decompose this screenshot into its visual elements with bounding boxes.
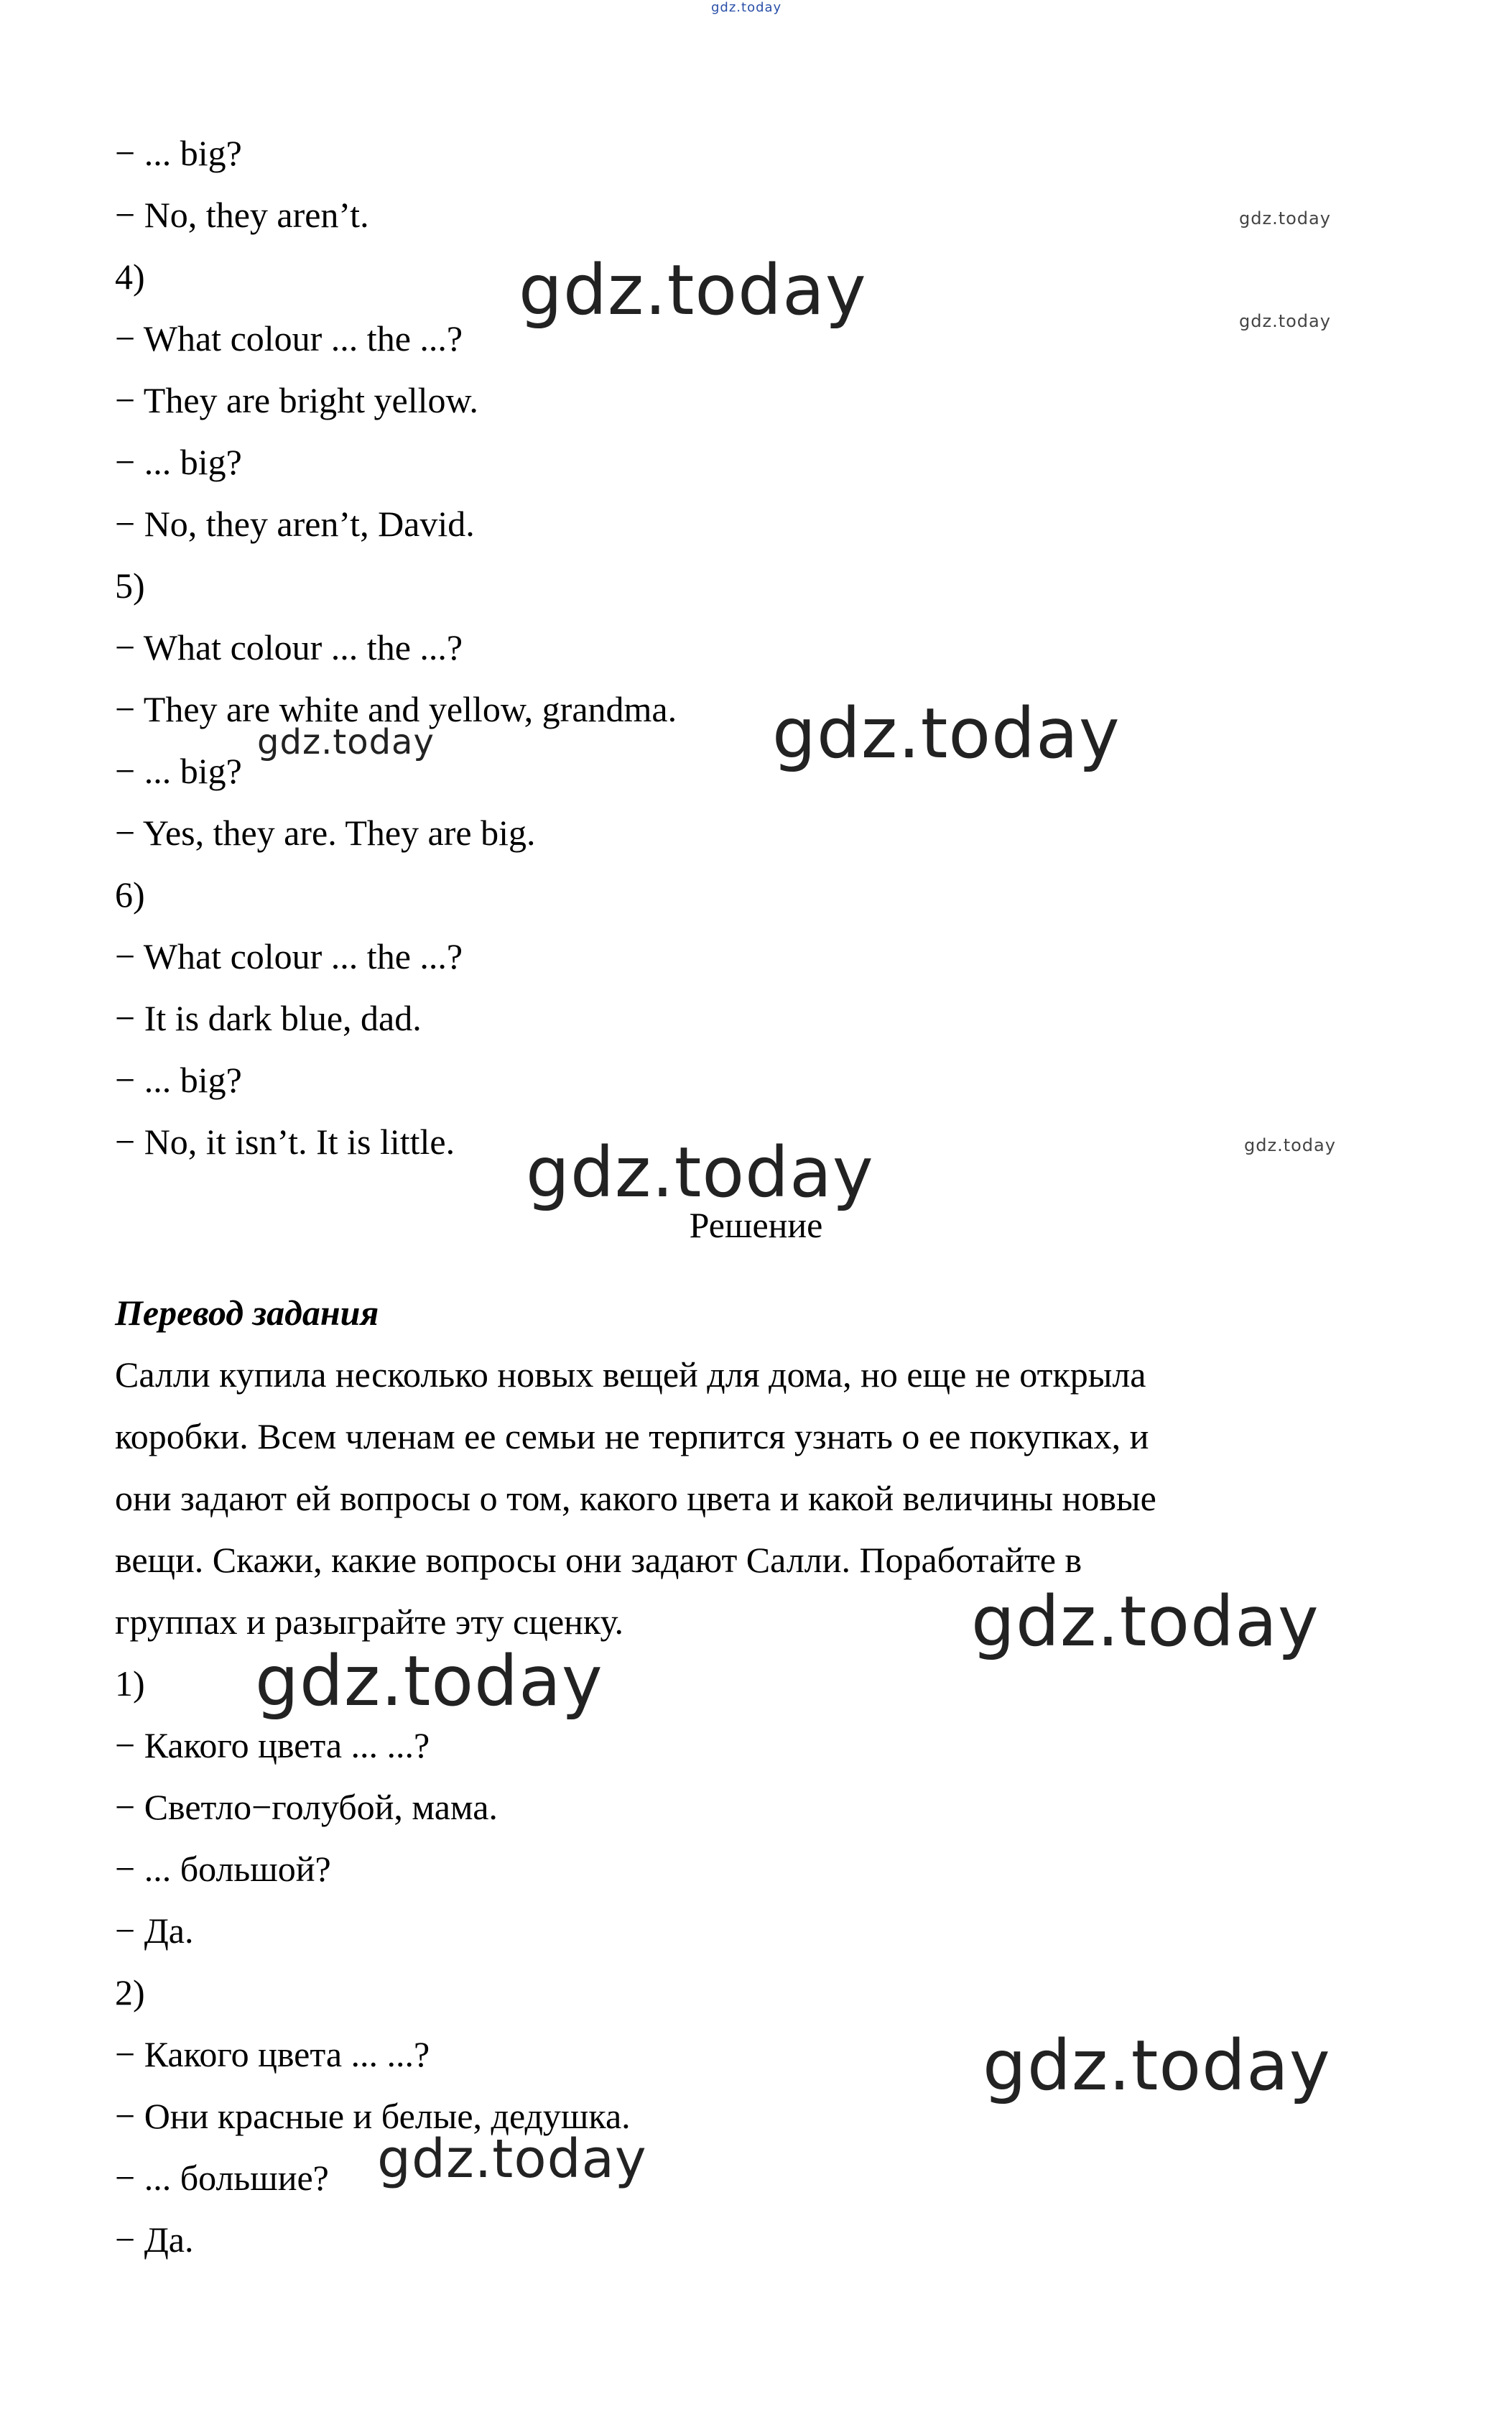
- item-number: 1): [115, 1663, 145, 1704]
- translation-paragraph-line: вещи. Скажи, какие вопросы они задают Салли. Поработайте в: [115, 1540, 1082, 1580]
- watermark-large: gdz.today: [519, 250, 867, 331]
- dialogue-line: − They are white and yellow, grandma.: [115, 689, 677, 729]
- dialogue-line: − No, they aren’t, David.: [115, 504, 475, 544]
- dialogue-line: − What colour ... the ...?: [115, 936, 463, 976]
- item-number: 5): [115, 565, 145, 606]
- translation-paragraph-line: они задают ей вопросы о том, какого цвета и какой величины новые: [115, 1478, 1156, 1518]
- dialogue-line: − What colour ... the ...?: [115, 627, 463, 667]
- dialogue-line: − ... big?: [115, 1060, 242, 1100]
- watermark-large: gdz.today: [526, 1132, 874, 1213]
- dialogue-line: − Да.: [115, 2219, 194, 2260]
- item-number: 4): [115, 257, 145, 297]
- solution-heading: Решение: [689, 1205, 823, 1245]
- dialogue-line: − Какого цвета ... ...?: [115, 1725, 430, 1765]
- dialogue-line: − ... большой?: [115, 1849, 331, 1889]
- dialogue-line: − No, it isn’t. It is little.: [115, 1122, 455, 1162]
- dialogue-line: − They are bright yellow.: [115, 380, 478, 420]
- dialogue-line: − ... big?: [115, 133, 242, 173]
- watermark-large: gdz.today: [971, 1581, 1319, 1662]
- dialogue-line: − No, they aren’t.: [115, 195, 369, 235]
- watermark-medium: gdz.today: [257, 722, 435, 762]
- dialogue-line: − Yes, they are. They are big.: [115, 813, 536, 853]
- watermark-top: gdz.today: [711, 0, 782, 15]
- watermark-large: gdz.today: [255, 1641, 603, 1722]
- dialogue-line: − Светло−голубой, мама.: [115, 1787, 498, 1827]
- dialogue-line: − ... big?: [115, 751, 242, 791]
- dialogue-line: − Какого цвета ... ...?: [115, 2034, 430, 2074]
- watermark-large: gdz.today: [983, 2025, 1331, 2106]
- translation-title: Перевод задания: [115, 1293, 379, 1333]
- watermark-large: gdz.today: [377, 2128, 647, 2190]
- item-number: 6): [115, 874, 145, 915]
- dialogue-line: − Они красные и белые, дедушка.: [115, 2096, 631, 2136]
- dialogue-line: − Да.: [115, 1910, 194, 1951]
- dialogue-line: − ... большие?: [115, 2158, 329, 2198]
- dialogue-line: − It is dark blue, dad.: [115, 998, 422, 1038]
- dialogue-line: − What colour ... the ...?: [115, 318, 463, 359]
- watermark-small: gdz.today: [1239, 311, 1331, 331]
- watermark-large: gdz.today: [772, 693, 1121, 774]
- watermark-small: gdz.today: [1244, 1135, 1336, 1155]
- item-number: 2): [115, 1972, 145, 2013]
- watermark-small: gdz.today: [1239, 208, 1331, 228]
- translation-paragraph-line: Салли купила несколько новых вещей для дома, но еще не открыла: [115, 1354, 1146, 1395]
- dialogue-line: − ... big?: [115, 442, 242, 482]
- translation-paragraph-line: коробки. Всем членам ее семьи не терпится узнать о ее покупках, и: [115, 1416, 1149, 1456]
- translation-paragraph-line: группах и разыграйте эту сценку.: [115, 1602, 623, 1642]
